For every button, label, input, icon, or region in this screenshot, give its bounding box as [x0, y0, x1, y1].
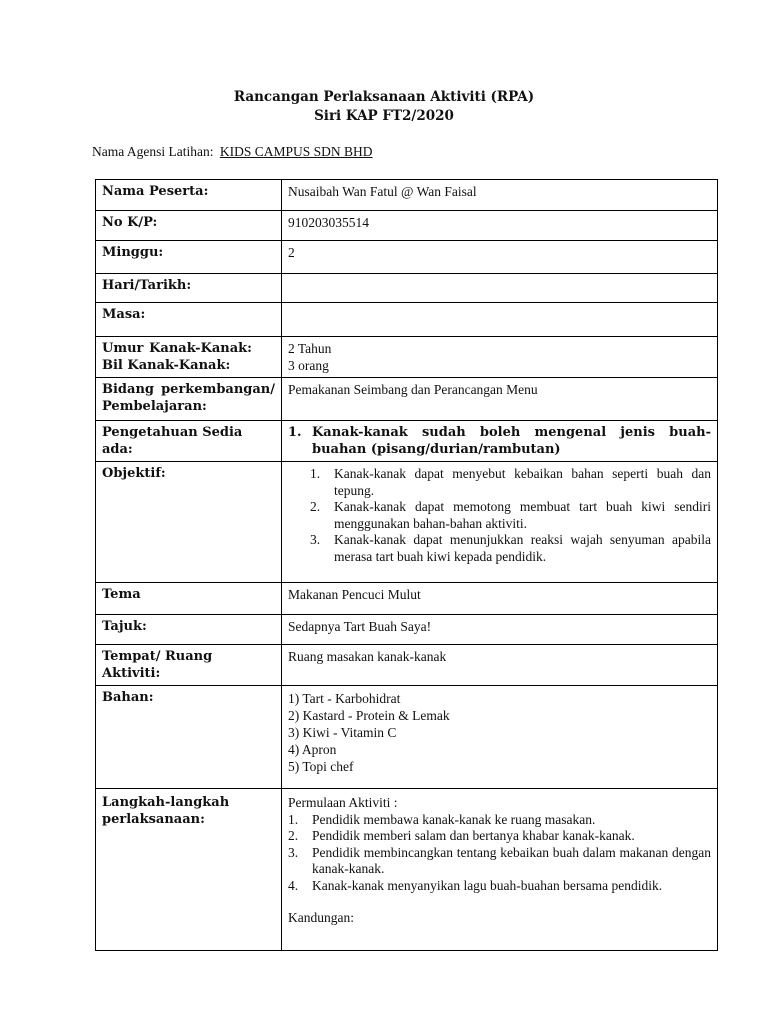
list-text: Kanak-kanak dapat menunjukkan reaksi wajah senyuman apabila merasa tart buah kiwi kepada pendidik.	[334, 532, 711, 564]
list-text: Pendidik membincangkan tentang kebaikan buah dalam makanan dengan kanak-kanak.	[312, 844, 711, 876]
agency-value: KIDS CAMPUS SDN BHD	[219, 144, 373, 159]
list-number: 2.	[288, 828, 299, 843]
list-item: 3) Kiwi - Vitamin C	[288, 725, 397, 740]
row-value-objektif	[282, 462, 718, 583]
list-number: 3.	[310, 532, 321, 547]
row-value-masa	[282, 303, 718, 337]
row-value-tajuk: Sedapnya Tart Buah Saya!	[282, 615, 718, 645]
list-text: Kanak-kanak dapat menyebut kebaikan bahan seperti buah dan tepung.	[334, 466, 711, 498]
row-value-tempat: Ruang masakan kanak-kanak	[282, 645, 718, 686]
list-text: Pendidik membawa kanak-kanak ke ruang masakan.	[312, 811, 596, 827]
row-label-minggu: Minggu:	[96, 241, 282, 274]
row-value-umur-b: 3 orang	[288, 357, 329, 373]
table-row	[96, 274, 718, 303]
row-label-tempat: Tempat/ Ruang Aktiviti:	[96, 645, 282, 686]
row-value-langkah	[282, 789, 718, 951]
row-label-bidang-b: perkembangan/	[161, 382, 275, 397]
list-number: 1.	[288, 425, 302, 440]
row-label-kp: No K/P:	[96, 211, 282, 241]
row-label-umur-a: Umur	[102, 341, 144, 356]
list-item: 4) Apron	[288, 742, 337, 757]
row-label-bil: Bil Kanak-Kanak:	[102, 357, 231, 373]
list-number: 4.	[288, 877, 299, 893]
row-value-minggu: 2	[282, 241, 718, 274]
row-label-bidang-c: Pembelajaran:	[102, 398, 207, 414]
row-value-bahan	[282, 686, 718, 789]
row-value-hari	[282, 274, 718, 303]
row-label-peserta: Nama Peserta:	[96, 180, 282, 211]
list-item	[288, 425, 711, 458]
row-value-peserta: Nusaibah Wan Fatul @ Wan Faisal	[282, 180, 718, 211]
row-label-bahan: Bahan:	[96, 686, 282, 789]
document-title: Rancangan Perlaksanaan Aktiviti (RPA)	[233, 89, 535, 105]
row-value-kp: 910203035514	[282, 211, 718, 241]
agency-line	[92, 144, 373, 160]
table-row	[96, 421, 718, 462]
row-label-umur-b: Kanak-Kanak:	[149, 341, 252, 356]
row-label-langkah-b: perlaksanaan:	[102, 811, 205, 827]
list-item: 2) Kastard - Protein & Lemak	[288, 708, 450, 723]
langkah-kandungan: Kandungan:	[288, 910, 354, 925]
row-label-hari: Hari/Tarikh:	[96, 274, 282, 303]
list-number: 3.	[288, 844, 299, 860]
row-label-objektif: Objektif:	[96, 462, 282, 583]
table-row	[96, 303, 718, 337]
list-number: 2.	[310, 499, 321, 514]
list-item	[288, 828, 711, 845]
row-value-tema: Makanan Pencuci Mulut	[282, 583, 718, 615]
list-item	[310, 466, 711, 499]
table-row	[96, 180, 718, 211]
table-row	[96, 645, 718, 686]
list-text: Kanak-kanak sudah boleh mengenal jenis buah-buahan (pisang/durian/rambutan)	[312, 425, 711, 457]
list-text: Kanak-kanak menyanyikan lagu buah-buahan bersama pendidik.	[312, 877, 663, 893]
list-text: Kanak-kanak dapat memotong membuat tart buah kiwi sendiri menggunakan bahan-bahan aktiviti.	[334, 499, 711, 531]
list-item	[288, 812, 711, 829]
list-item	[310, 532, 711, 565]
rpa-table	[95, 179, 718, 951]
row-label-masa: Masa:	[96, 303, 282, 337]
list-item: 1) Tart - Karbohidrat	[288, 691, 401, 706]
row-label-bidang	[96, 378, 282, 421]
row-value-umur	[282, 337, 718, 378]
table-row	[96, 378, 718, 421]
list-item	[288, 845, 711, 878]
list-text: Pendidik memberi salam dan bertanya khabar kanak-kanak.	[312, 828, 635, 843]
row-label-tema: Tema	[96, 583, 282, 615]
table-row	[96, 615, 718, 645]
row-label-bidang-a: Bidang	[102, 382, 154, 397]
list-item	[288, 878, 711, 895]
row-label-tajuk: Tajuk:	[96, 615, 282, 645]
row-value-bidang: Pemakanan Seimbang dan Perancangan Menu	[282, 378, 718, 421]
list-number: 1.	[310, 466, 321, 481]
table-row	[96, 583, 718, 615]
table-row	[96, 337, 718, 378]
table-row	[96, 211, 718, 241]
agency-label: Nama Agensi Latihan:	[92, 144, 214, 159]
list-item	[310, 499, 711, 532]
row-label-umur	[96, 337, 282, 378]
table-row	[96, 686, 718, 789]
row-label-langkah-a: Langkah-langkah	[102, 795, 230, 810]
table-row	[96, 462, 718, 583]
row-value-pengetahuan	[282, 421, 718, 462]
row-value-umur-a: 2 Tahun	[288, 341, 332, 356]
table-row	[96, 789, 718, 951]
row-label-pengetahuan: Pengetahuan Sedia ada:	[96, 421, 282, 462]
row-label-langkah	[96, 789, 282, 951]
table-row	[96, 241, 718, 274]
langkah-intro: Permulaan Aktiviti :	[288, 795, 398, 810]
list-number: 1.	[288, 811, 299, 827]
document-subtitle: Siri KAP FT2/2020	[314, 108, 454, 124]
list-item: 5) Topi chef	[288, 759, 354, 774]
